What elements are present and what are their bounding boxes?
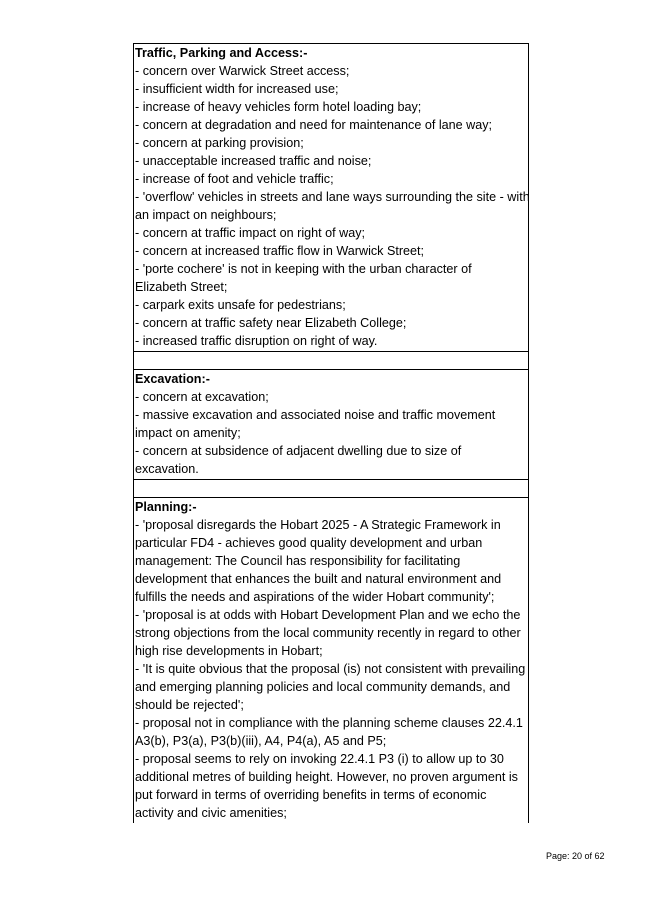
section-line: - proposal not in compliance with the planning scheme clauses 22.4.1	[135, 716, 523, 730]
section-line: development that enhances the built and natural environment and	[135, 572, 502, 586]
section-line: - proposal seems to rely on invoking 22.4.1 P3 (i) to allow up to 30	[135, 752, 504, 766]
section-line: high rise developments in Hobart;	[135, 644, 323, 658]
section-line: - concern at excavation;	[135, 390, 269, 404]
page-number: Page: 20 of 62	[546, 851, 605, 861]
section-line: - concern at parking provision;	[135, 136, 304, 150]
section-line: - increased traffic disruption on right of way.	[135, 334, 378, 348]
section-line: - massive excavation and associated noise and traffic movement	[135, 408, 496, 422]
section-line: additional metres of building height. However, no proven argument is	[135, 770, 518, 784]
empty-row	[134, 480, 528, 498]
comments-table	[133, 43, 529, 823]
section-line: excavation.	[135, 462, 199, 476]
section-line: Elizabeth Street;	[135, 280, 228, 294]
section-traffic-parking-access	[134, 44, 528, 352]
section-line: - carpark exits unsafe for pedestrians;	[135, 298, 346, 312]
section-line: - unacceptable increased traffic and noise;	[135, 154, 372, 168]
section-line: - concern over Warwick Street access;	[135, 64, 350, 78]
section-line: particular FD4 - achieves good quality development and urban	[135, 536, 483, 550]
section-line: - concern at traffic impact on right of way;	[135, 226, 366, 240]
section-line: A3(b), P3(a), P3(b)(iii), A4, P4(a), A5 and P5;	[135, 734, 387, 748]
section-line: - insufficient width for increased use;	[135, 82, 339, 96]
section-line: should be rejected';	[135, 698, 244, 712]
section-excavation	[134, 370, 528, 480]
section-heading: Planning:-	[135, 500, 197, 514]
section-heading: Excavation:-	[135, 372, 210, 386]
section-line: - concern at increased traffic flow in Warwick Street;	[135, 244, 425, 258]
section-line: activity and civic amenities;	[135, 806, 287, 820]
section-heading: Traffic, Parking and Access:-	[135, 46, 308, 60]
section-line: - concern at traffic safety near Elizabeth College;	[135, 316, 407, 330]
section-line: strong objections from the local community recently in regard to other	[135, 626, 521, 640]
section-line: impact on amenity;	[135, 426, 241, 440]
section-line: fulfills the needs and aspirations of the wider Hobart community';	[135, 590, 495, 604]
section-line: - 'It is quite obvious that the proposal (is) not consistent with prevailing	[135, 662, 526, 676]
section-line: put forward in terms of overriding benefits in terms of economic	[135, 788, 487, 802]
section-line: and emerging planning policies and local community demands, and	[135, 680, 511, 694]
section-line: - 'porte cochere' is not in keeping with the urban character of	[135, 262, 472, 276]
section-line: - 'proposal disregards the Hobart 2025 - A Strategic Framework in	[135, 518, 501, 532]
section-line: - 'overflow' vehicles in streets and lane ways surrounding the site - with	[135, 190, 530, 204]
section-line: - concern at subsidence of adjacent dwelling due to size of	[135, 444, 462, 458]
section-line: an impact on neighbours;	[135, 208, 277, 222]
empty-row	[134, 352, 528, 370]
section-line: - increase of foot and vehicle traffic;	[135, 172, 334, 186]
section-line: management: The Council has responsibility for facilitating	[135, 554, 461, 568]
section-line: - 'proposal is at odds with Hobart Development Plan and we echo the	[135, 608, 521, 622]
section-line: - increase of heavy vehicles form hotel loading bay;	[135, 100, 422, 114]
section-line: - concern at degradation and need for maintenance of lane way;	[135, 118, 493, 132]
section-planning	[134, 498, 528, 823]
